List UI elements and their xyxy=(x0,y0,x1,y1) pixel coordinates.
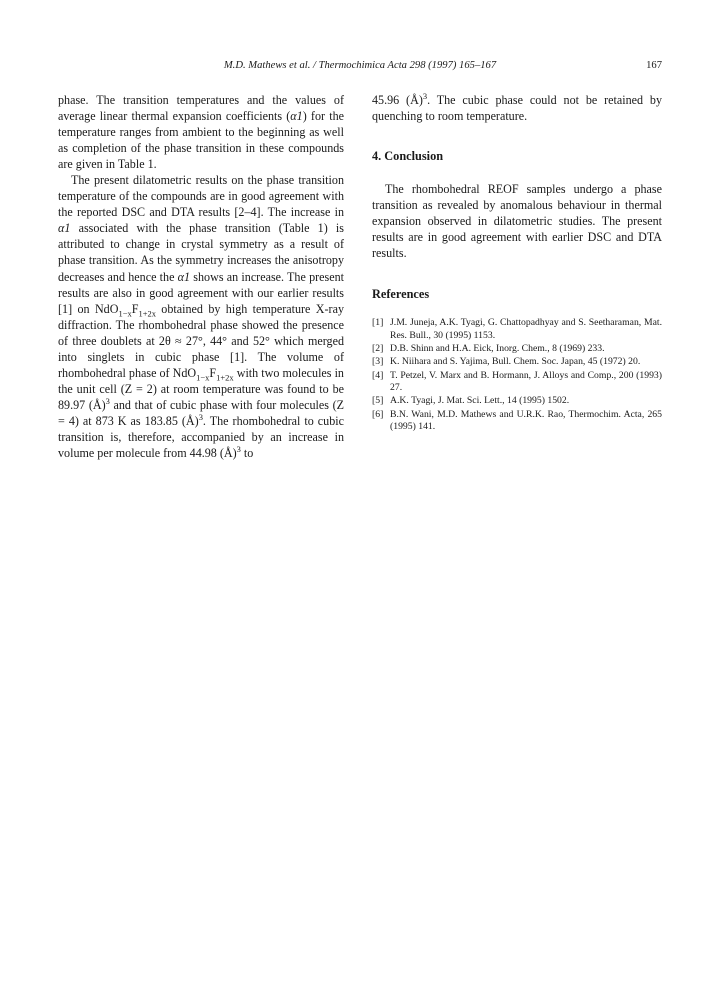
references-heading: References xyxy=(372,287,430,302)
reference-item: [6] B.N. Wani, M.D. Mathews and U.R.K. Rao, Thermochim. Acta, 265 (1995) 141. xyxy=(372,408,662,432)
left-column xyxy=(58,92,344,461)
paragraph-cubic-phase: 45.96 (Å)$^3$. The cubic phase could not be retained by quenching to room temperature. xyxy=(372,90,662,124)
reference-item: [1] J.M. Juneja, A.K. Tyagi, G. Chattopadhyay and S. Seetharaman, Mat. Res. Bull., 30 (1995) 1153. xyxy=(372,317,662,341)
page-number: 167 xyxy=(646,60,662,71)
right-column xyxy=(372,92,662,434)
reference-item: [3] K. Niihara and S. Yajima, Bull. Chem. Soc. Japan, 45 (1972) 20. xyxy=(372,356,641,368)
reference-item: [4] T. Petzel, V. Marx and B. Hormann, J. Alloys and Comp., 200 (1993) 27. xyxy=(372,369,662,393)
reference-item: [2] D.B. Shinn and H.A. Eick, Inorg. Chem., 8 (1969) 233. xyxy=(372,343,605,355)
reference-item: [5] A.K. Tyagi, J. Mat. Sci. Lett., 14 (1995) 1502. xyxy=(372,395,570,407)
references-list xyxy=(372,317,662,433)
paragraph-transition-temperatures: phase. The transition temperatures and the values of average linear thermal expansion coefficients (α1) for the temperature ranges from ambient to the beginning as well as completion of the phase transition in these compounds are given in Table 1. xyxy=(58,93,344,172)
page-header xyxy=(58,60,662,76)
conclusion-heading: 4. Conclusion xyxy=(372,149,444,164)
running-head: M.D. Mathews et al. / Thermochimica Acta 298 (1997) 165–167 xyxy=(223,60,497,71)
paragraph-dilatometric-results: The present dilatometric results on the phase transition temperature of the compounds are in good agreement with the reported DSC and DTA results [2–4]. The increase in α1 associated with the phase transition (Table 1) is attributed to change in crystal symmetry as a result of phase transition. As the symmetry increases the anisotropy decreases and hence the α1 shows an increase. The present results are also in good agreement with our earlier results [1] on $NdO_{1-x}F_{1+2x}$ obtained by high temperature X-ray diffraction. The rhombohedral phase showed the presence of three doublets at 2θ ≈ 27°, 44° and 52° which merged into singlets in cubic phase [1]. The volume of rhombohedral phase of $NdO_{1-x}F_{1+2x}$ with two molecules in the unit cell (Z = 2) at room temperature was found to be 89.97 (Å)$^3$ and that of cubic phase with four molecules (Z = 4) at 873 K as 183.85 (Å)$^3$. The rhombohedral to cubic transition is, therefore, accompanied by an increase in volume per molecule from 44.98 (Å)$^3$ to xyxy=(58,173,345,461)
conclusion-text: The rhombohedral REOF samples undergo a phase transition as revealed by anomalous behaviour in thermal expansion observed in dilatometric studies. The present results are in good agreement with earlier DSC and DTA results. xyxy=(372,182,662,261)
